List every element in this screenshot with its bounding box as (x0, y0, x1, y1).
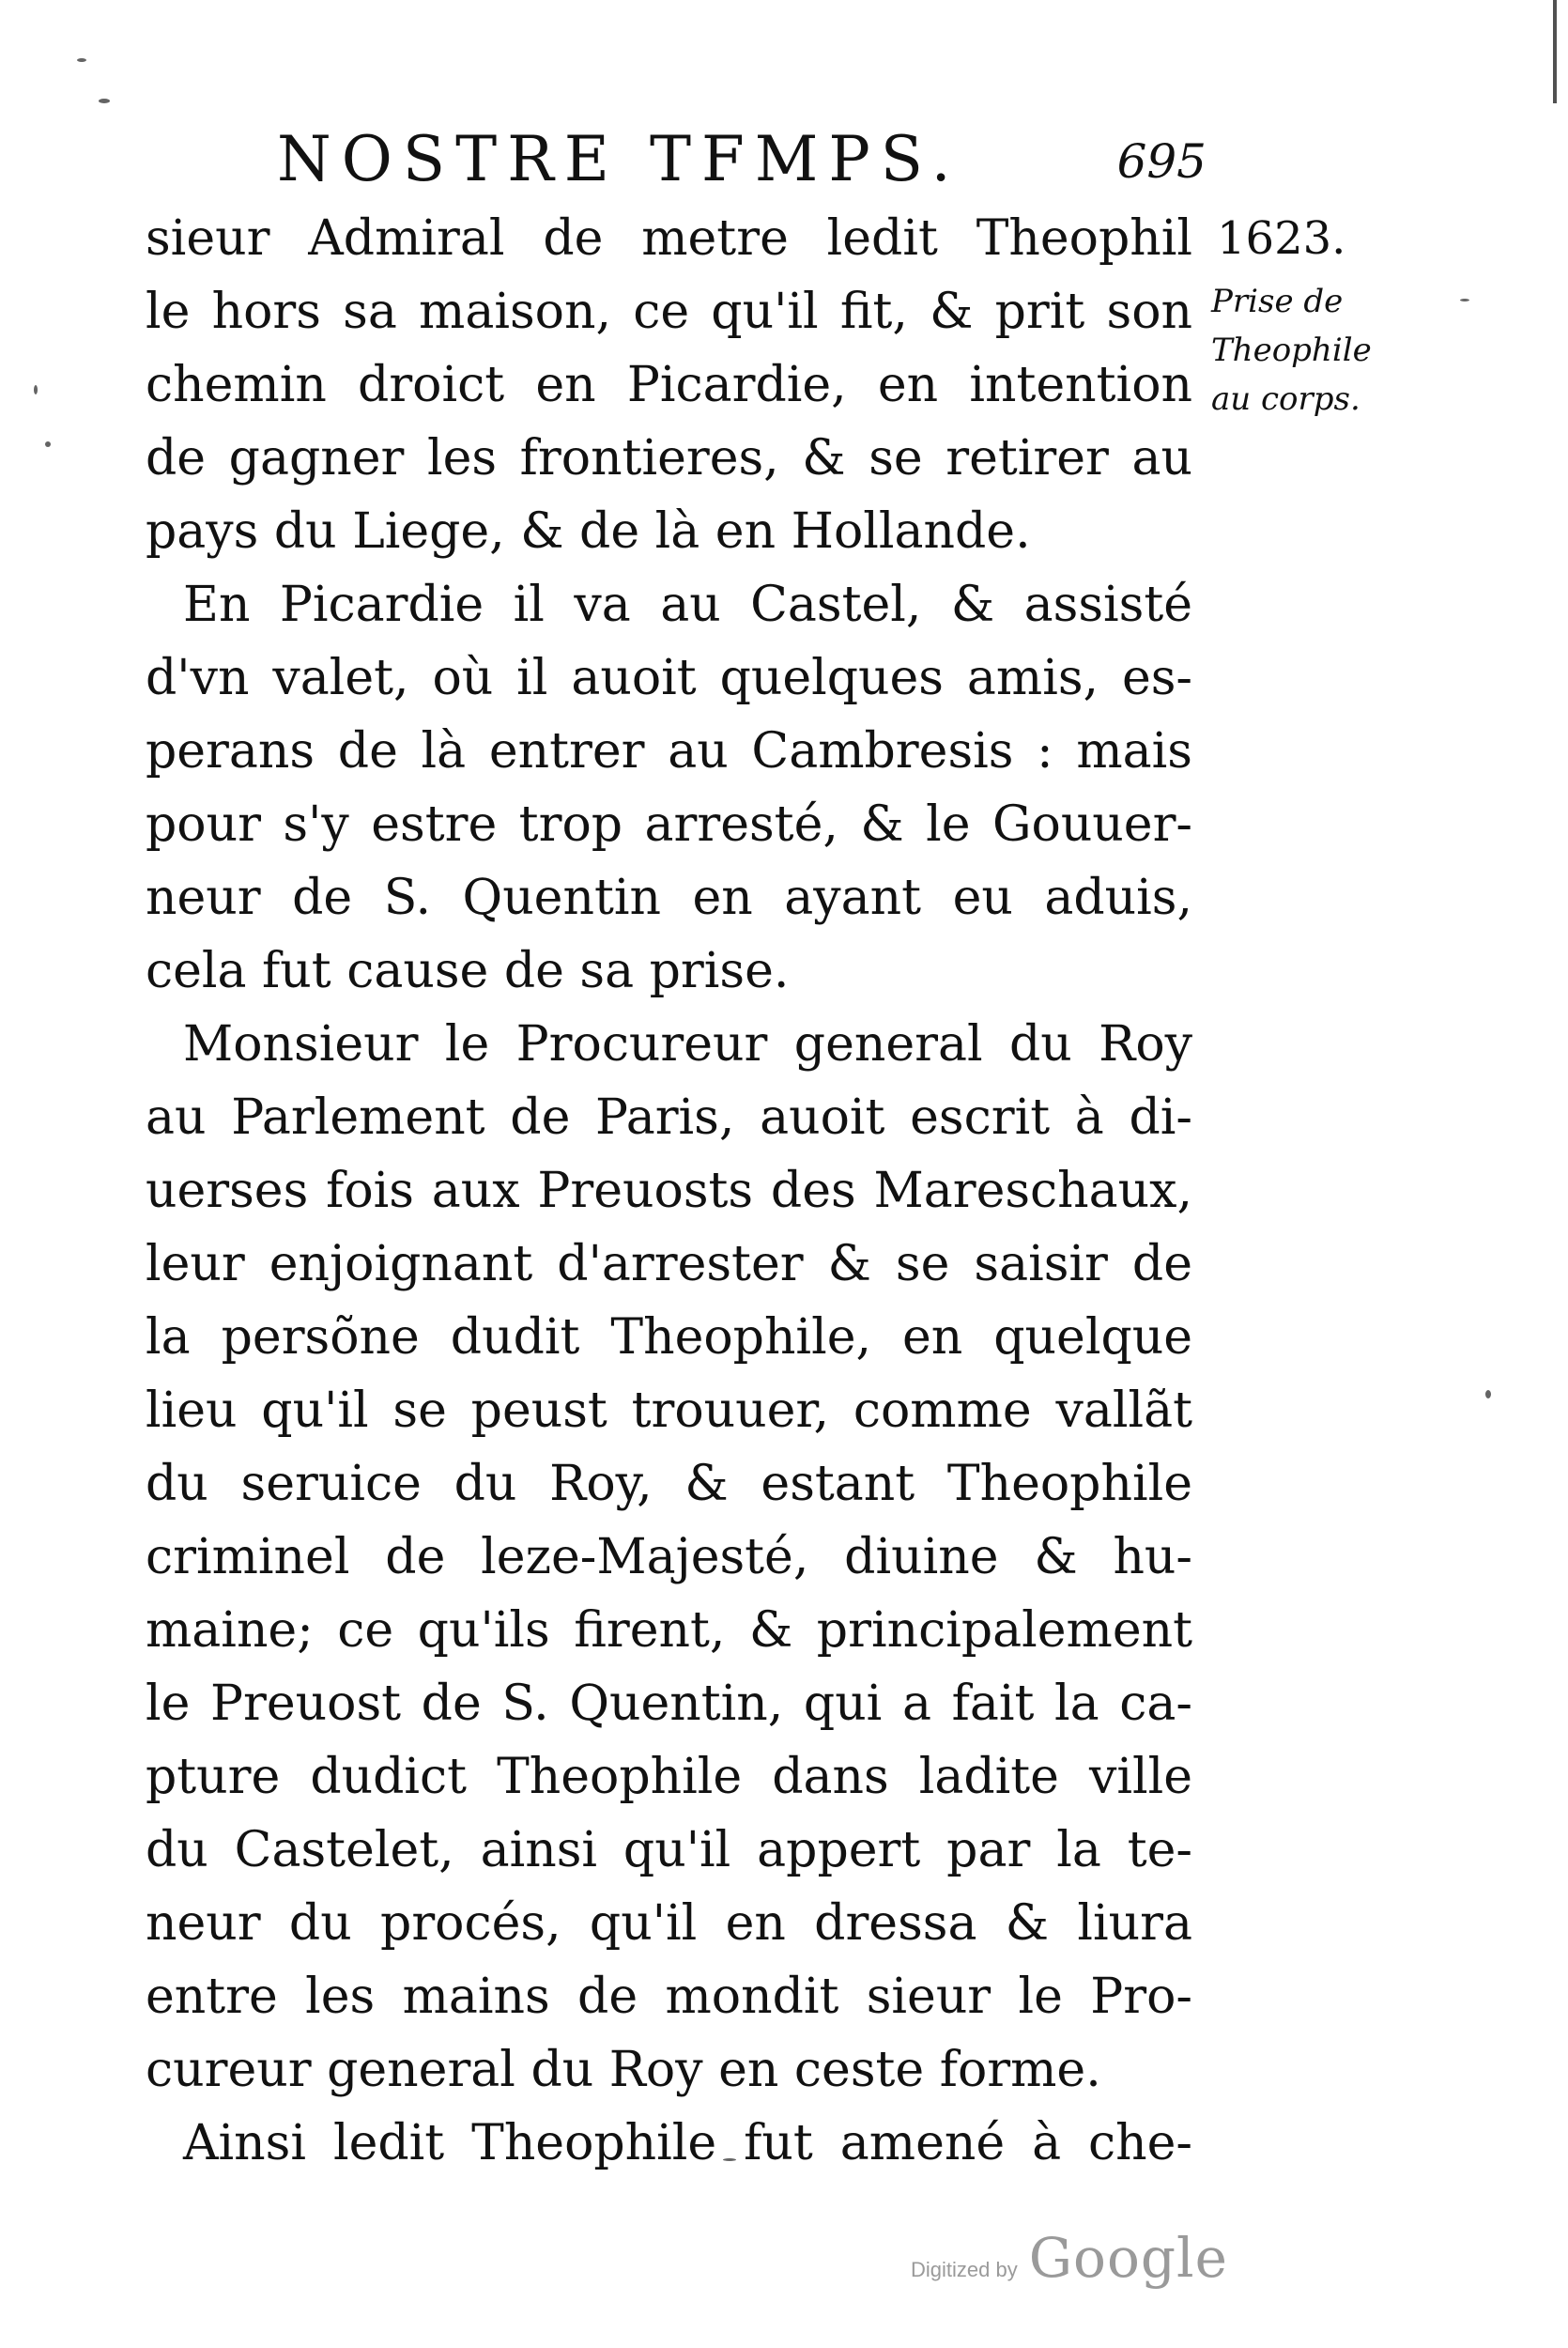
text-line: au Parlement de Paris, auoit escrit à di- (146, 1089, 1192, 1146)
page-header (230, 117, 1207, 202)
text-line: sieur Admiral de metre ledit Theophil (146, 210, 1192, 267)
ink-speck (34, 385, 38, 394)
body-text (146, 202, 1192, 2180)
text-line: cureur general du Roy en ceste forme. (146, 2042, 1101, 2098)
text-line: chemin droict en Picardie, en intention (146, 357, 1192, 413)
margin-notes (1211, 202, 1408, 424)
text-line: neur du procés, qu'il en dressa & liura (146, 1895, 1192, 1952)
text-line: d'vn valet, où il auoit quelques amis, es- (146, 650, 1192, 706)
text-line: pture dudict Theophile dans ladite ville (146, 1749, 1192, 1805)
text-line: cela fut cause de sa prise. (146, 943, 790, 999)
margin-note-line: au corps. (1211, 380, 1360, 418)
text-line: En Picardie il va au Castel, & assisté (183, 577, 1192, 633)
ink-speck (1460, 299, 1469, 301)
scan-edge-mark (1553, 0, 1557, 103)
text-line: neur de S. Quentin en ayant eu aduis, (146, 870, 1192, 926)
paragraph (146, 202, 1192, 568)
margin-year: 1623. (1217, 212, 1346, 265)
ink-speck (45, 441, 51, 447)
paragraph (146, 2107, 1192, 2180)
text-line: uerses fois aux Preuosts des Mareschaux, (146, 1163, 1192, 1219)
ink-speck (1485, 1390, 1491, 1398)
margin-note-line: Theophile (1211, 332, 1372, 369)
text-line: maine; ce qu'ils firent, & principalement (146, 1602, 1192, 1659)
text-line: perans de là entrer au Cambresis : mais (146, 723, 1192, 780)
paragraph (146, 568, 1192, 1008)
text-line: criminel de leze-Majesté, diuine & hu- (146, 1529, 1192, 1585)
text-line: pays du Liege, & de là en Hollande. (146, 503, 1031, 560)
text-line: pour s'y estre trop arresté, & le Gouuer- (146, 796, 1192, 853)
text-line: le hors sa maison, ce qu'il fit, & prit son (146, 284, 1192, 340)
running-title: NOSTRE TFMPS. (277, 123, 961, 195)
text-line: du seruice du Roy, & estant Theophile (146, 1456, 1192, 1512)
text-line: du Castelet, ainsi qu'il appert par la te- (146, 1822, 1192, 1878)
text-line: Monsieur le Procureur general du Roy (183, 1016, 1192, 1073)
digitized-watermark (911, 2226, 1228, 2290)
google-logo: Google (1028, 2226, 1228, 2290)
text-line: la persõne dudit Theophile, en quelque (146, 1309, 1192, 1366)
text-line: de gagner les frontieres, & se retirer au (146, 430, 1192, 487)
margin-note-line: Prise de (1211, 283, 1344, 320)
ink-speck (77, 58, 86, 62)
paragraph (146, 1008, 1192, 2107)
ink-speck (99, 99, 110, 103)
text-line: entre les mains de mondit sieur le Pro- (146, 1969, 1192, 2025)
watermark-prefix: Digitized by (911, 2258, 1018, 2281)
text-line: lieu qu'il se peust trouuer, comme vallãt (146, 1383, 1192, 1439)
page-number: 695 (1116, 134, 1207, 189)
text-line: Ainsi ledit Theophile fut amené à che- (183, 2115, 1192, 2171)
text-line: le Preuost de S. Quentin, qui a fait la ca- (146, 1676, 1192, 1732)
text-line: leur enjoignant d'arrester & se saisir de (146, 1236, 1192, 1292)
